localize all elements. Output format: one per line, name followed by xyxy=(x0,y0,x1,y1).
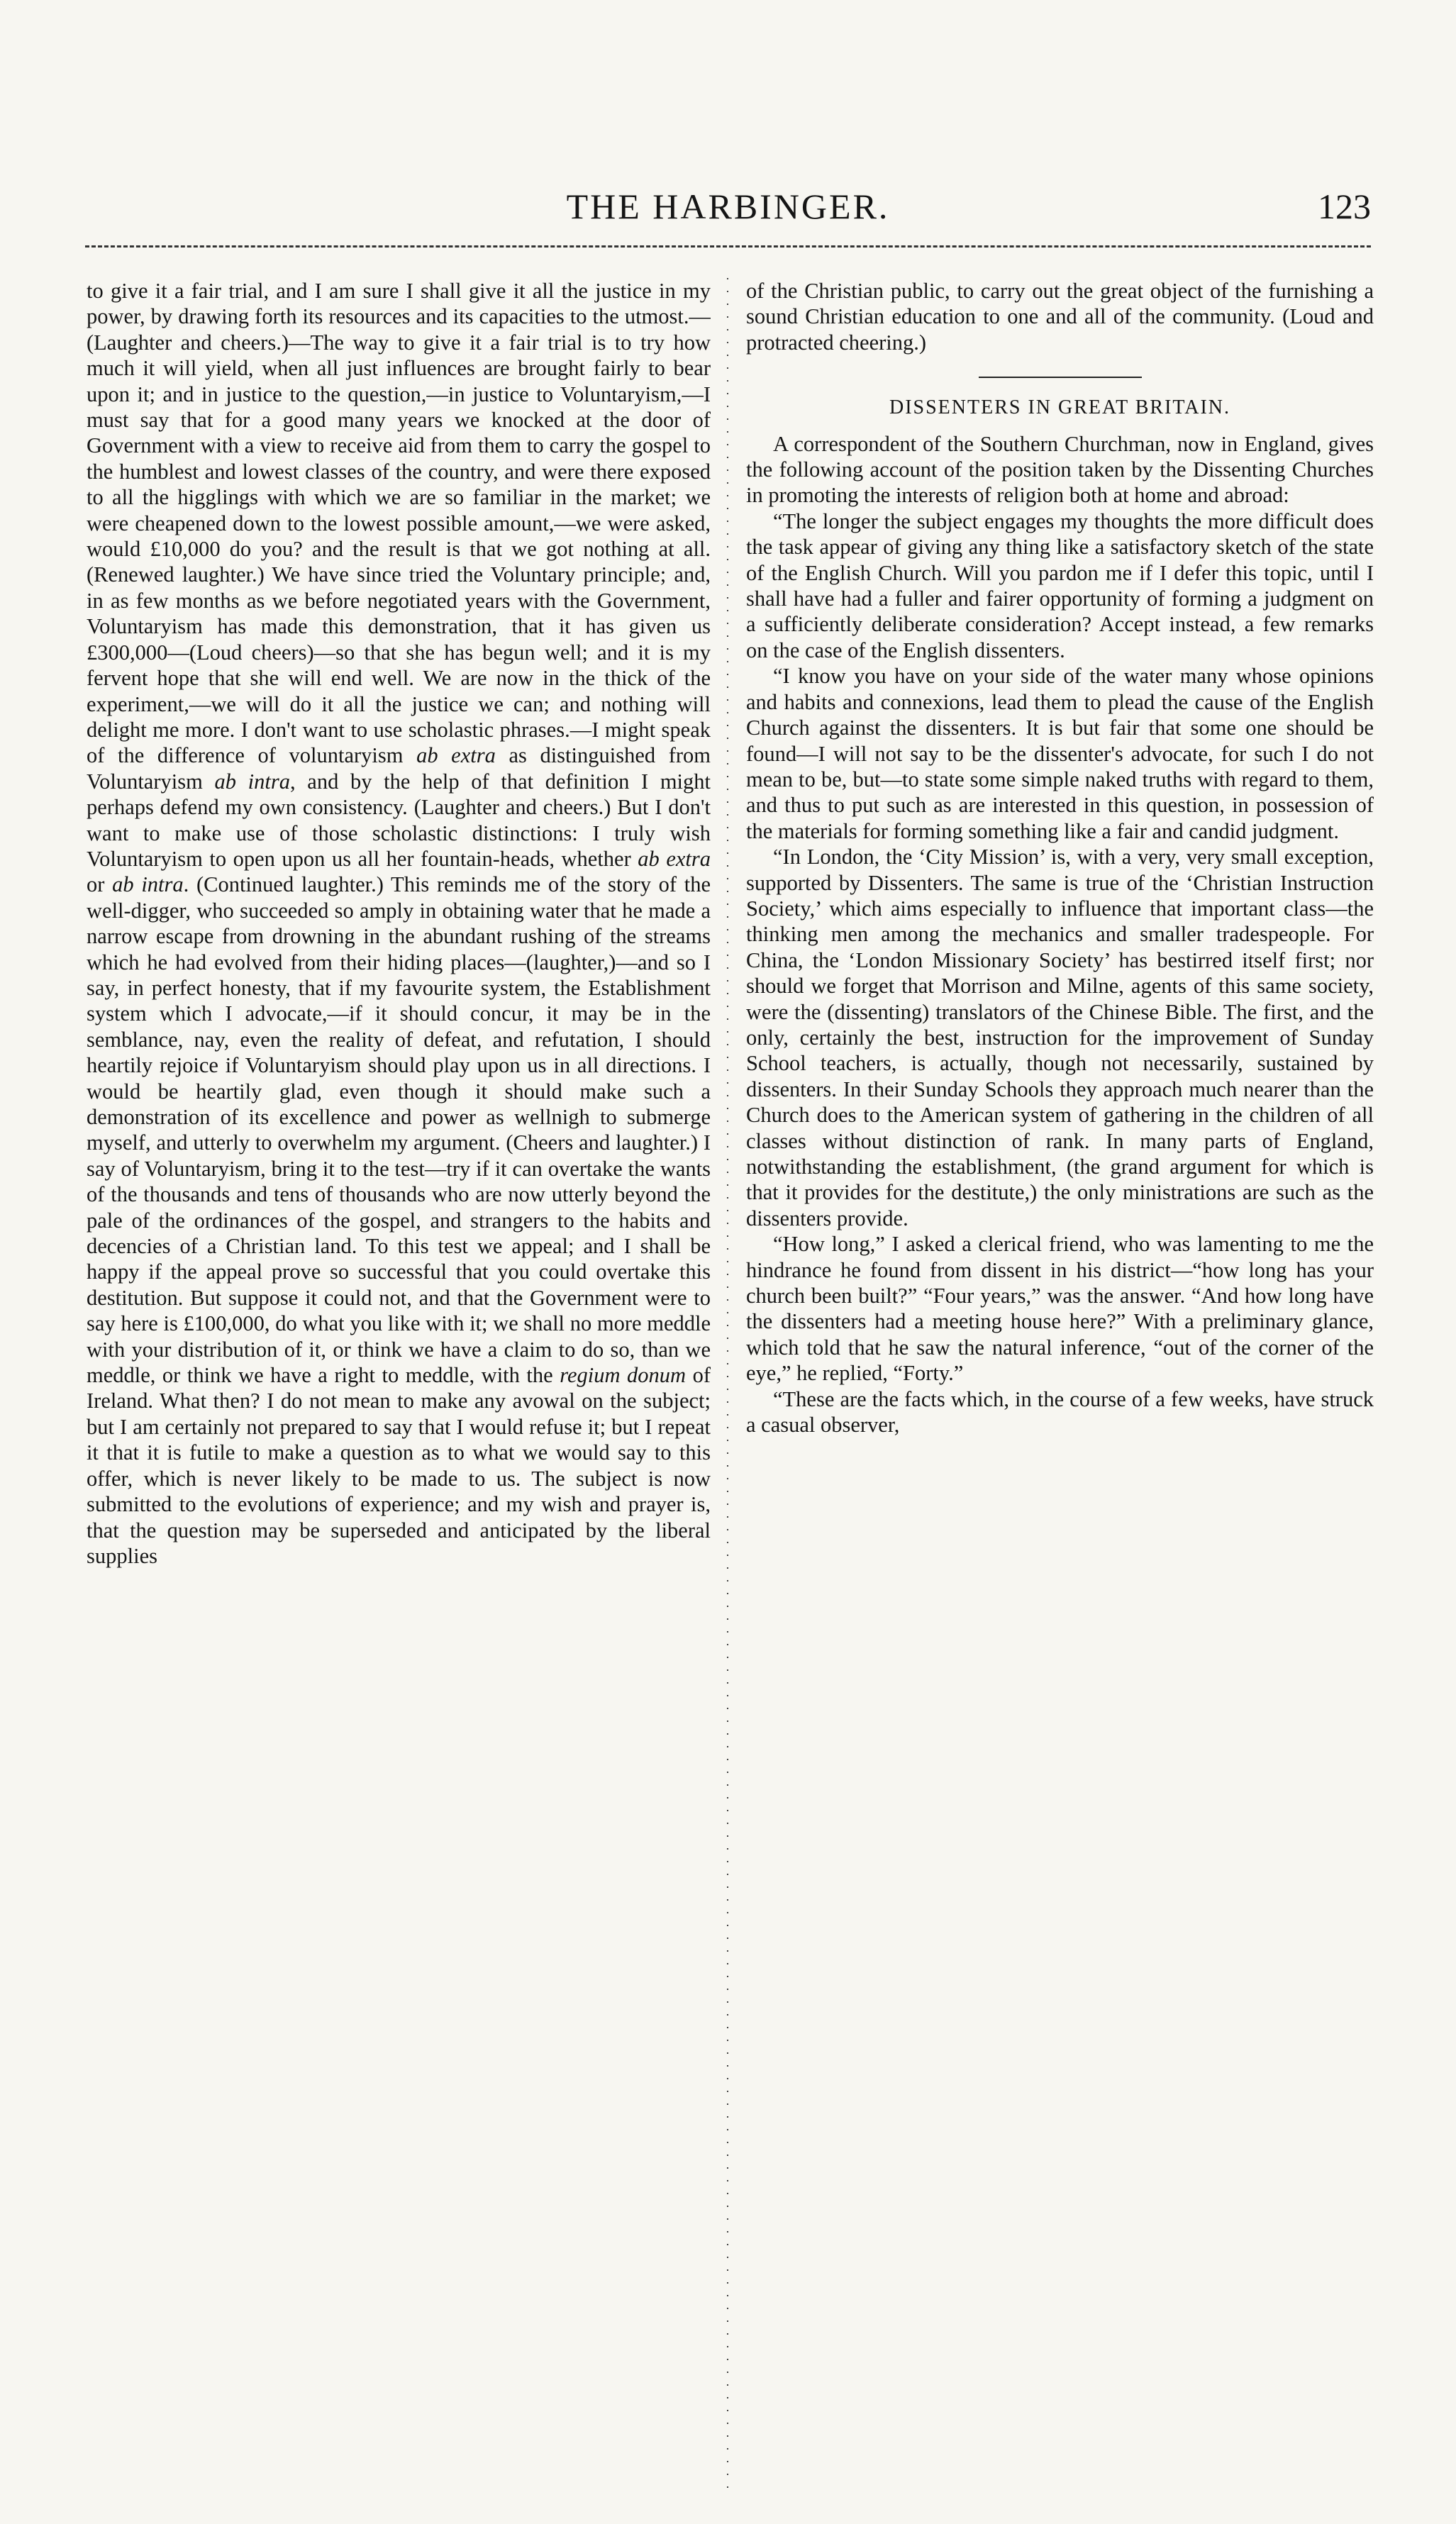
left-column xyxy=(87,278,711,2469)
running-title: THE HARBINGER. xyxy=(566,187,890,226)
header-rule xyxy=(85,245,1371,248)
continued-paragraph: of the Christian public, to carry out the great object of the furnishing a sound Christian education to one and all of the community. (Loud and protracted cheering.) xyxy=(746,279,1374,355)
page-number: 123 xyxy=(1318,187,1371,226)
section-heading: DISSENTERS IN GREAT BRITAIN. xyxy=(889,396,1231,419)
page-header xyxy=(85,186,1371,235)
column-divider xyxy=(723,278,732,2491)
article-paragraph-1: A correspondent of the Southern Churchman, now in England, gives the following account of the position taken by the Dissenting Churches in promoting the interests of religion both at home and abroad: xyxy=(746,431,1374,508)
article-paragraph-5: “How long,” I asked a clerical friend, who was lamenting to me the hindrance he found from dissent in his district—“how long has your church been built?” “Four years,” was the answer. “And how long have the dissenters had a meeting house here?” With a preliminary glance, which told that he saw the natural inference, “out of the corner of the eye,” he replied, “Forty.” xyxy=(746,1232,1374,1386)
section-rule xyxy=(979,377,1142,378)
right-column xyxy=(746,278,1374,2469)
article-paragraph-4: “In London, the ‘City Mission’ is, with a very, very small exception, supported by Dissenters. The same is true of the ‘Christian Instruction Society,’ which aims especially to influence that important class—the thinking men among the mechanics and smaller tradespeople. For China, the ‘London Missionary Society’ has bestirred itself first; nor should we forget that Morrison and Milne, agents of this same society, were the (dissenting) translators of the Chinese Bible. The first, and the only, certainly the best, instruction for the improvement of Sunday School teachers, is actually, though not necessarily, sustained by dissenters. In their Sunday Schools they approach much nearer than the Church does to the American system of gathering in the children of all classes without distinction of rank. In many parts of England, notwithstanding the establishment, (the grand argument for which is that it provides for the destitute,) the only ministrations are such as the dissenters provide. xyxy=(746,845,1374,1230)
left-paragraph: to give it a fair trial, and I am sure I shall give it all the justice in my power, by drawing forth its resources and its capacities to the utmost.—(Laughter and cheers.)—The way to give it a fair trial is to try how much it will yield, when all just influences are brought fairly to bear upon it; and in justice to the question,—in justice to Voluntaryism,—I must say that for a good many years we knocked at the door of Government with a view to receive aid from them to carry the gospel to the humblest and lowest classes of the country, and were there exposed to all the higglings with which we are so familiar in the market; we were cheapened down to the lowest possible amount,—we were asked, would £10,000 do you? and the result is that we got nothing at all. (Renewed laughter.) We have since tried the Voluntary principle; and, in as few months as we before negotiated years with the Government, Voluntaryism has made this demonstration, that it has given us £300,000—(Loud cheers)—so that she has begun well; and it is my fervent hope that she will end well. We are now in the thick of the experiment,—we will do it all the justice we can; and nothing will delight me more. I don't want to use scholastic phrases.—I might speak of the difference of voluntaryism ab extra as distinguished from Voluntaryism ab intra, and by the help of that definition I might perhaps defend my own consistency. (Laughter and cheers.) But I don't want to make use of those scholastic distinctions: I truly wish Voluntaryism to open upon us all her fountain-heads, whether ab extra or ab intra. (Continued laughter.) This reminds me of the story of the well-digger, who succeeded so amply in obtaining water that he made a narrow escape from drowning in the abundant rushing of the streams which he had evolved from their hiding places—(laughter,)—and so I say, in perfect honesty, that if my favourite system, the Establishment system which I advocate,—if it should concur, it may be in the semblance, nay, even the reality of defeat, and refutation, I should heartily rejoice if Voluntaryism should play upon us in all directions. I would be heartily glad, even though it should make such a demonstration of its excellence and power as wellnigh to submerge myself, and utterly to overwhelm my argument. (Cheers and laughter.) I say of Voluntaryism, bring it to the test—try if it can overtake the wants of the thousands and tens of thousands who are now utterly beyond the pale of the ordinances of the gospel, and strangers to the habits and decencies of a Christian land. To this test we appeal; and I shall be happy if the appeal prove so successful that you could overtake this destitution. But suppose it could not, and that the Government were to say here is £100,000, do what you like with it; we shall no more meddle with your distribution of it, or think we have a claim to do so, than we meddle, or think we have a right to meddle, with the regium donum of Ireland. What then? I do not mean to make any avowal on the subject; but I am certainly not prepared to say that I would refuse it; but I repeat it that it is futile to make a question as to what we would say to this offer, which is never likely to be made to us. The subject is now submitted to the evolutions of experience; and my wish and prayer is, that the question may be superseded and anticipated by the liberal supplies xyxy=(87,279,711,1568)
article-paragraph-3: “I know you have on your side of the water many whose opinions and habits and connexions, lead them to plead the cause of the English Church against the dissenters. It is but fair that some one should be found—I will not say to be the dissenter's advocate, for such I do not mean to be, but—to state some simple naked truths with regard to them, and thus to put such as are interested in this question, in possession of the materials for forming something like a fair and candid judgment. xyxy=(746,664,1374,843)
article-paragraph-6: “These are the facts which, in the course of a few weeks, have struck a casual observer, xyxy=(746,1386,1374,1438)
article-paragraph-2: “The longer the subject engages my thoughts the more difficult does the task appear of giving any thing like a satisfactory sketch of the state of the English Church. Will you pardon me if I defer this topic, until I shall have had a fuller and fairer opportunity of forming a judgment on a sufficiently deliberate consideration? Accept instead, a few remarks on the case of the English dissenters. xyxy=(746,508,1374,662)
